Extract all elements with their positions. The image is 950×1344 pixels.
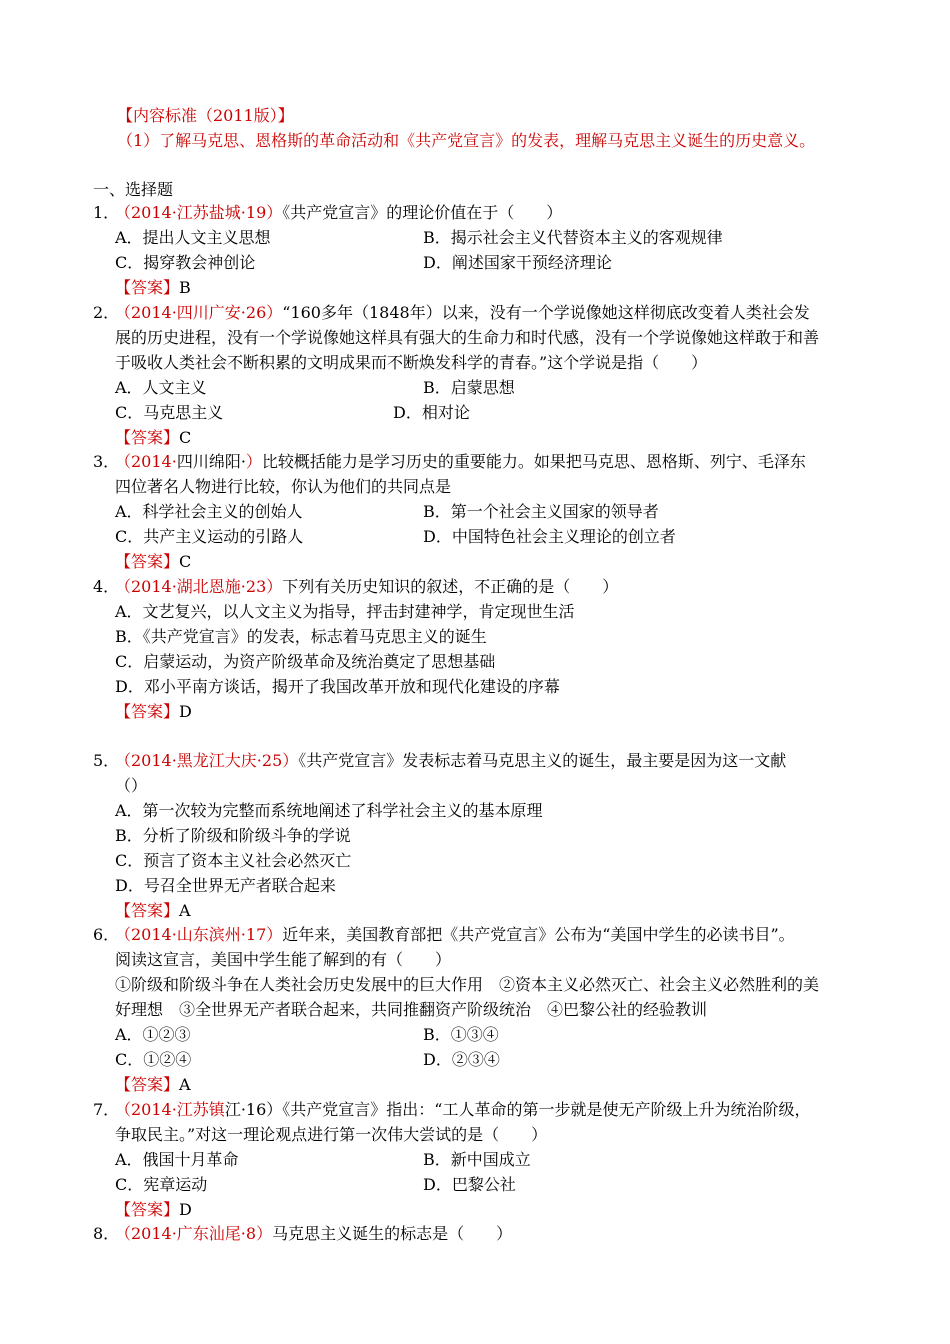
question-text: 马克思主义诞生的标志是（ ） <box>272 1224 513 1243</box>
answer-value: C <box>179 428 192 447</box>
option: A．第一次较为完整而系统地阐述了科学社会主义的基本原理 <box>115 801 543 820</box>
question-4 <box>93 574 873 724</box>
options-row <box>93 375 873 400</box>
option: A．文艺复兴，以人文主义为指导，抨击封建神学，肯定现世生活 <box>115 602 575 621</box>
question-8 <box>93 1221 873 1246</box>
option: C．马克思主义 <box>115 403 224 422</box>
question-number: 4． <box>93 577 120 596</box>
options-row <box>93 225 873 250</box>
question-source: （2014·江苏镇 <box>115 1100 225 1119</box>
option: A．科学社会主义的创始人 <box>115 502 303 521</box>
question-number: 1． <box>93 203 120 222</box>
question-text: 好理想 ③全世界无产者联合起来，共同推翻资产阶级统治 ④巴黎公社的经验教训 <box>115 1000 708 1019</box>
answer-label: 【答案】 <box>115 702 180 721</box>
option: C．揭穿教会神创论 <box>115 253 256 272</box>
question-source: （2014·黑龙江大庆·25） <box>115 751 299 770</box>
question-text: “160多年（1848年）以来，没有一个学说像她这样彻底改变着人类社会发 <box>282 303 810 322</box>
answer-line <box>93 1072 873 1097</box>
option: B．分析了阶级和阶级斗争的学说 <box>115 826 351 845</box>
answer-label: 【答案】 <box>115 1200 180 1219</box>
question-source: （2014·广东汕尾·8） <box>115 1224 273 1243</box>
answer-label: 【答案】 <box>115 1075 180 1094</box>
answer-line <box>93 275 873 300</box>
question-source-plain: 江·16） <box>224 1100 283 1119</box>
question-number: 2． <box>93 303 120 322</box>
question-source: （2014·山东滨州·17） <box>115 925 283 944</box>
option: D．邓小平南方谈话，揭开了我国改革开放和现代化建设的序幕 <box>115 677 560 696</box>
option: C．启蒙运动，为资产阶级革命及统治奠定了思想基础 <box>115 652 496 671</box>
question-2 <box>93 300 873 450</box>
option: B．第一个社会主义国家的领导者 <box>423 502 659 521</box>
question-text: 阅读这宣言，美国中学生能了解到的有（ ） <box>115 950 452 969</box>
question-number: 5． <box>93 751 120 770</box>
question-number: 3． <box>93 452 120 471</box>
question-text: 于吸收人类社会不断积累的文明成果而不断焕发科学的青春。”这个学说是指（ ） <box>115 353 708 372</box>
answer-line <box>93 425 873 450</box>
options-row <box>93 250 873 275</box>
question-number: 8． <box>93 1224 120 1243</box>
question-text: 展的历史进程，没有一个学说像她这样具有强大的生命力和时代感，没有一个学说像她这样敢于和善 <box>115 328 820 347</box>
answer-line <box>93 699 873 724</box>
question-source-end: ） <box>245 452 262 471</box>
option: C．宪章运动 <box>115 1175 208 1194</box>
options-row <box>93 524 873 549</box>
question-number: 7． <box>93 1100 120 1119</box>
question-7 <box>93 1097 873 1222</box>
option: D．号召全世界无产者联合起来 <box>115 876 336 895</box>
options-row <box>93 1022 873 1047</box>
answer-value: B <box>179 278 191 297</box>
question-source: （2014·江苏盐城·19） <box>115 203 283 222</box>
answer-label: 【答案】 <box>115 901 180 920</box>
question-text: 《共产党宣言》的理论价值在于（ ） <box>282 203 563 222</box>
option: C．预言了资本主义社会必然灭亡 <box>115 851 352 870</box>
option: B．①③④ <box>423 1025 499 1044</box>
option: C．①②④ <box>115 1050 192 1069</box>
options-row <box>93 1047 873 1072</box>
question-text: 争取民主。”对这一理论观点进行第一次伟大尝试的是（ ） <box>115 1125 548 1144</box>
question-text: 近年来，美国教育部把《共产党宣言》公布为“美国中学生的必读书目”。 <box>282 925 795 944</box>
answer-line <box>93 1197 873 1222</box>
standard-title: 【内容标准（2011版）】 <box>117 106 294 125</box>
question-text: （） <box>115 776 148 795</box>
section-title: 一、选择题 <box>93 180 174 199</box>
option: D．②③④ <box>423 1050 500 1069</box>
question-3 <box>93 449 873 574</box>
question-text: 比较概括能力是学习历史的重要能力。如果把马克思、恩格斯、列宁、毛泽东 <box>261 452 806 471</box>
answer-label: 【答案】 <box>115 278 180 297</box>
option: A．①②③ <box>115 1025 191 1044</box>
option: B．新中国成立 <box>423 1150 531 1169</box>
option: B．启蒙思想 <box>423 378 515 397</box>
options-row <box>93 400 873 425</box>
option: A．提出人文主义思想 <box>115 228 271 247</box>
answer-value: A <box>179 1075 191 1094</box>
question-source-plain: 四川绵阳· <box>176 452 246 471</box>
question-text: 下列有关历史知识的叙述，不正确的是（ ） <box>282 577 619 596</box>
answer-label: 【答案】 <box>115 552 180 571</box>
option: B．揭示社会主义代替资本主义的客观规律 <box>423 228 723 247</box>
options-row <box>93 1147 873 1172</box>
option: A．俄国十月革命 <box>115 1150 239 1169</box>
options-row <box>93 1172 873 1197</box>
question-source: （2014·四川广安·26） <box>115 303 283 322</box>
question-source: （2014·湖北恩施·23） <box>115 577 283 596</box>
answer-line <box>93 898 873 923</box>
standard-item: （1）了解马克思、恩格斯的革命活动和《共产党宣言》的发表，理解马克思主义诞生的历史意义。 <box>117 131 816 150</box>
question-text: ①阶级和阶级斗争在人类社会历史发展中的巨大作用 ②资本主义必然灭亡、社会主义必然胜利的美 <box>115 975 820 994</box>
option: A．人文主义 <box>115 378 207 397</box>
question-text: 《共产党宣言》发表标志着马克思主义的诞生，最主要是因为这一文献 <box>298 751 787 770</box>
option: D．阐述国家干预经济理论 <box>423 253 612 272</box>
option: D．中国特色社会主义理论的创立者 <box>423 527 676 546</box>
question-text: 四位著名人物进行比较，你认为他们的共同点是 <box>115 477 452 496</box>
option: D．相对论 <box>393 403 470 422</box>
option: D．巴黎公社 <box>423 1175 516 1194</box>
answer-value: D <box>179 702 192 721</box>
answer-label: 【答案】 <box>115 428 180 447</box>
option: C．共产主义运动的引路人 <box>115 527 304 546</box>
options-row <box>93 499 873 524</box>
question-6 <box>93 922 873 1097</box>
question-text: 《共产党宣言》指出：“工人革命的第一步就是使无产阶级上升为统治阶级， <box>282 1100 811 1119</box>
answer-value: A <box>179 901 191 920</box>
answer-line <box>93 549 873 574</box>
answer-value: C <box>179 552 192 571</box>
question-source: （2014· <box>115 452 177 471</box>
question-number: 6． <box>93 925 120 944</box>
option: B．《共产党宣言》的发表，标志着马克思主义的诞生 <box>115 627 487 646</box>
question-5 <box>93 748 873 923</box>
question-1 <box>93 200 873 300</box>
answer-value: D <box>179 1200 192 1219</box>
